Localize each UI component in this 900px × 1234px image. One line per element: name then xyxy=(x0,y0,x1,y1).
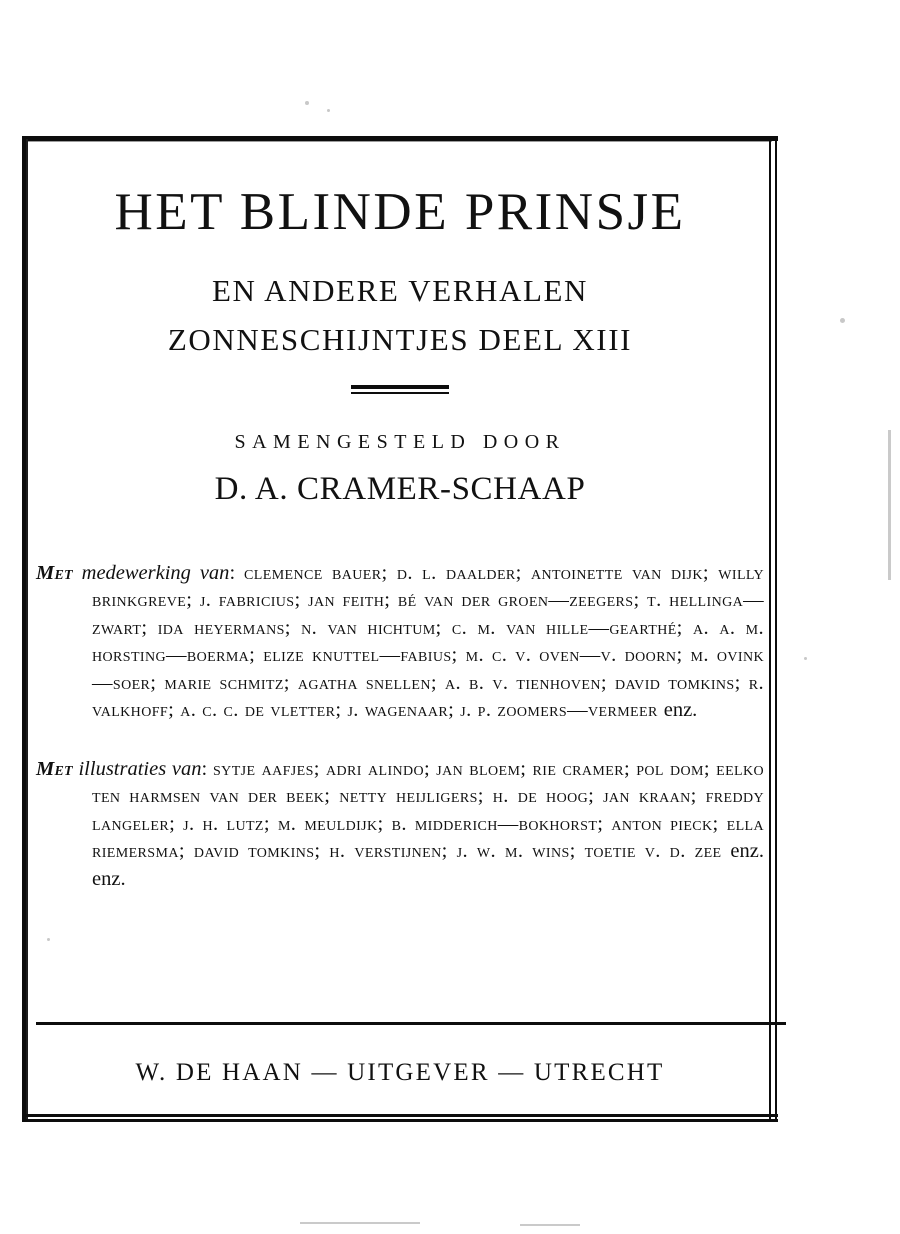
scan-edge-mark xyxy=(300,1222,420,1224)
illustrators-list: sytje aafjes; adri alindo; jan bloem; rie cramer; pol dom; eelko ten harmsen van der beek; netty heijligers; h. de hoog; jan kraan; freddy langeler; j. h. lutz; m. meuldijk; b. midderich—bokhorst; anton pieck; ella riemersma; david tomkins; h. verstijnen; j. w. m. wins; toetie v. d. zee xyxy=(92,757,764,862)
compiled-by-label: SAMENGESTELD DOOR xyxy=(234,430,566,453)
illustrators-lead-rest: et xyxy=(54,757,73,780)
compiler-name: D. A. CRAMER-SCHAAP xyxy=(214,470,586,507)
contributors-tail: enz. xyxy=(663,699,698,721)
scan-speck xyxy=(804,657,807,660)
frame-left-rule xyxy=(22,136,28,1122)
scan-speck xyxy=(327,109,330,112)
illustrators-lead xyxy=(36,758,73,780)
contributors-lead xyxy=(36,562,73,584)
title-page-content xyxy=(36,142,764,1114)
book-subtitle-line-1: EN ANDERE VERHALEN xyxy=(211,272,589,308)
contributors-colon: : xyxy=(229,561,245,584)
contributors-intro: medewerking van xyxy=(72,561,230,584)
scan-edge-mark xyxy=(888,430,891,580)
credits-section xyxy=(36,560,764,894)
rule-ornament xyxy=(351,385,449,395)
scan-speck xyxy=(305,101,309,105)
frame-right-rule xyxy=(769,136,778,1122)
title-page-frame xyxy=(22,136,778,1122)
illustrators-colon: : xyxy=(201,757,213,780)
footer-separator-rule xyxy=(36,1022,786,1025)
illustrators-lead-initial: M xyxy=(36,757,55,780)
frame-top-rule xyxy=(22,136,778,141)
book-subtitle-line-2: ZONNESCHIJNTJES DEEL XIII xyxy=(167,321,633,357)
book-title: HET BLINDE PRINSJE xyxy=(114,183,686,241)
scan-speck xyxy=(840,318,845,323)
illustrators-tail: enz. enz. xyxy=(92,840,764,890)
scan-edge-mark xyxy=(520,1224,580,1226)
contributors-paragraph xyxy=(36,560,764,725)
frame-bottom-rule xyxy=(22,1114,778,1122)
contributors-lead-initial: M xyxy=(36,561,55,584)
illustrators-paragraph xyxy=(36,756,764,894)
contributors-lead-rest: et xyxy=(54,561,73,584)
publisher-imprint: W. DE HAAN — UITGEVER — UTRECHT xyxy=(135,1059,665,1086)
illustrators-intro: illustraties van xyxy=(72,757,202,780)
contributors-list: clemence bauer; d. l. daalder; antoinette van dijk; willy brinkgreve; j. fabricius; jan feith; bé van der groen—zeegers; t. hellinga—zwart; ida heyermans; n. van hichtum; c. m. van hille—gearthé; a. a. m. horsting—boerma; elize knuttel—fabius; m. c. v. oven—v. doorn; m. ovink—soer; marie schmitz; agatha snellen; a. b. v. tienhoven; david tomkins; r. valkhoff; a. c. c. de vletter; j. wagenaar; j. p. zoomers—vermeer xyxy=(92,561,764,721)
